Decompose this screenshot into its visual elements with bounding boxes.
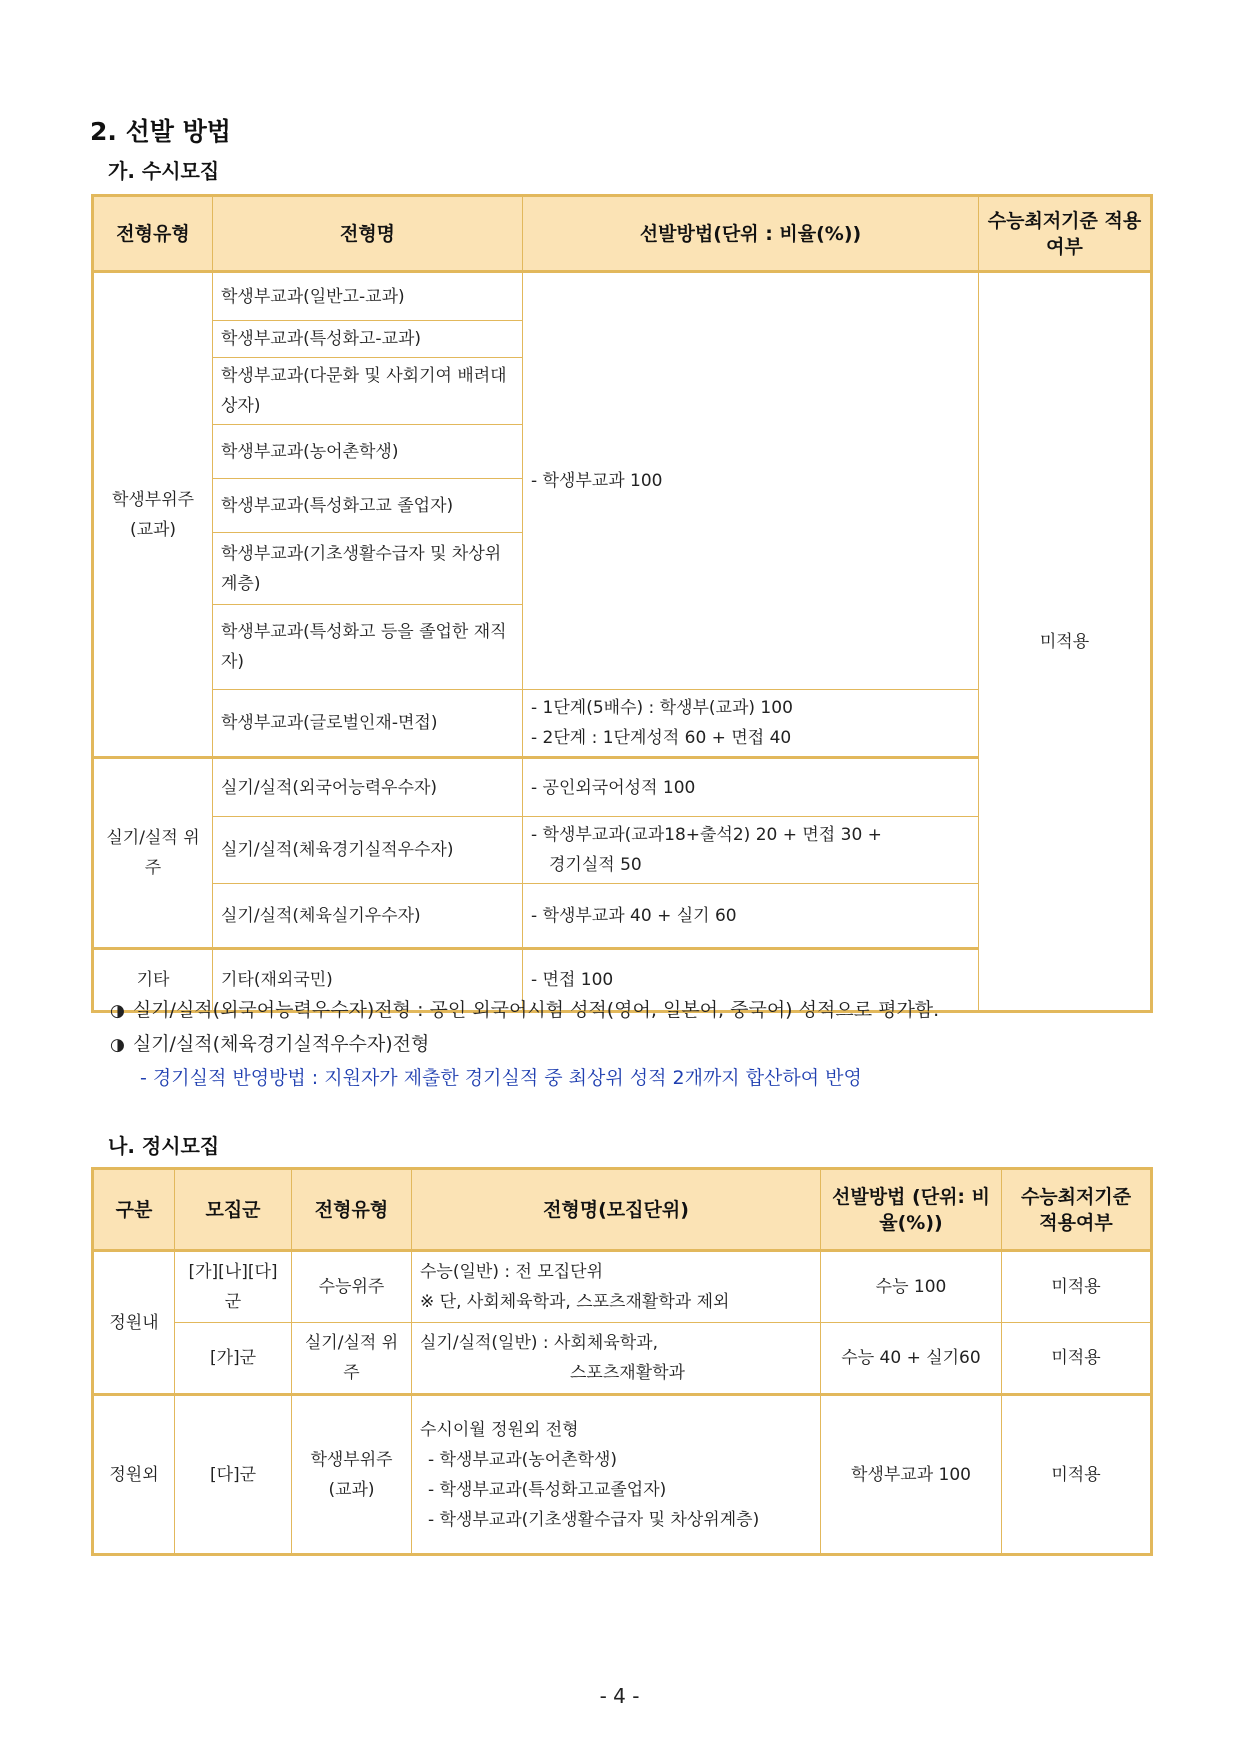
jeongsi-table [91, 1167, 1153, 1556]
page-number: - 4 - [599, 1684, 640, 1708]
jeongsi-row2-name-line1: 실기/실적(일반) : 사회체육학과, [420, 1333, 658, 1353]
susi-group3-type: 기타 [93, 949, 213, 1012]
jeongsi-row2-name [412, 1323, 821, 1395]
jeongsi-row1-name [412, 1251, 821, 1323]
jeongsi-header-name: 전형명(모집단위) [412, 1169, 821, 1251]
susi-global-method [523, 690, 979, 758]
susi-group2-method-2-line1: - 학생부교과(교과18+출석2) 20 + 면접 30 + [531, 825, 882, 845]
jeongsi-row1-division: 정원내 [93, 1251, 175, 1395]
jeongsi-header-type: 전형유형 [292, 1169, 412, 1251]
section-title: 2. 선발 방법 [90, 117, 231, 146]
half-circle-bullet-icon: ◑ [110, 1035, 125, 1055]
susi-group1-name-7: 학생부교과(특성화고 등을 졸업한 재직자) [213, 605, 523, 690]
jeongsi-row1-min: 미적용 [1002, 1251, 1152, 1323]
susi-group1-name-1: 학생부교과(일반고-교과) [213, 272, 523, 321]
susi-group1-name-5: 학생부교과(특성화고교 졸업자) [213, 479, 523, 533]
susi-header-method: 선발방법(단위 : 비율(%)) [523, 196, 979, 272]
jeongsi-header-group: 모집군 [175, 1169, 292, 1251]
susi-group1-name-8: 학생부교과(글로벌인재-면접) [213, 690, 523, 758]
jeongsi-row1-name-line1: 수능(일반) : 전 모집단위 [420, 1262, 604, 1282]
jeongsi-row3-name [412, 1395, 821, 1555]
jeongsi-row1-type: 수능위주 [292, 1251, 412, 1323]
jeongsi-row2-name-line2: 스포츠재활학과 [570, 1363, 685, 1383]
jeongsi-header-division: 구분 [93, 1169, 175, 1251]
susi-group2-method-1: - 공인외국어성적 100 [523, 758, 979, 817]
jeongsi-row3-division: 정원외 [93, 1395, 175, 1555]
susi-group1-name-3: 학생부교과(다문화 및 사회기여 배려대상자) [213, 358, 523, 425]
jeongsi-header-method: 선발방법 (단위: 비율(%)) [821, 1169, 1002, 1251]
jeongsi-header-min-standard: 수능최저기준 적용여부 [1002, 1169, 1152, 1251]
susi-group1-name-4: 학생부교과(농어촌학생) [213, 425, 523, 479]
jeongsi-row1-group: [가][나][다]군 [175, 1251, 292, 1323]
jeongsi-row2-min: 미적용 [1002, 1323, 1152, 1395]
susi-group2-method-2-line2: 경기실적 50 [549, 855, 642, 875]
jeongsi-row3-group: [다]군 [175, 1395, 292, 1555]
susi-group1-method: - 학생부교과 100 [523, 272, 979, 690]
note-2-text: 실기/실적(체육경기실적우수자)전형 [132, 1033, 430, 1055]
note-2 [110, 1029, 429, 1056]
jeongsi-row2-type: 실기/실적 위주 [292, 1323, 412, 1395]
jeongsi-row3-name-2: - 학생부교과(특성화고교졸업자) [428, 1479, 667, 1500]
susi-table [91, 194, 1153, 1013]
jeongsi-row3-name-1: - 학생부교과(농어촌학생) [428, 1449, 618, 1470]
susi-min-standard: 미적용 [979, 272, 1152, 1012]
jeongsi-row2-group: [가]군 [175, 1323, 292, 1395]
jeongsi-row3-type: 학생부위주 (교과) [292, 1395, 412, 1555]
susi-header-name: 전형명 [213, 196, 523, 272]
susi-global-method-stage2: - 2단계 : 1단계성적 60 + 면접 40 [531, 728, 792, 748]
susi-group2-name-3: 실기/실적(체육실기우수자) [213, 884, 523, 949]
susi-group2-method-2 [523, 817, 979, 884]
jeongsi-row1-method: 수능 100 [821, 1251, 1002, 1323]
susi-group2-name-1: 실기/실적(외국어능력우수자) [213, 758, 523, 817]
note-1 [110, 995, 939, 1022]
jeongsi-row3-method: 학생부교과 100 [821, 1395, 1002, 1555]
jeongsi-row3-name-3: - 학생부교과(기초생활수급자 및 차상위계층) [428, 1509, 760, 1530]
susi-header-type: 전형유형 [93, 196, 213, 272]
susi-group1-type: 학생부위주 (교과) [93, 272, 213, 758]
susi-group3-method: - 면접 100 [523, 949, 979, 1012]
note-1-text: 실기/실적(외국어능력우수자)전형 : 공인 외국어시험 성적(영어, 일본어, 중국어) 성적으로 평가함. [132, 999, 940, 1021]
jeongsi-row3-name-head: 수시이월 정원외 전형 [420, 1419, 579, 1440]
susi-header-min-standard: 수능최저기준 적용 여부 [979, 196, 1152, 272]
susi-group1-name-2: 학생부교과(특성화고-교과) [213, 321, 523, 358]
susi-group2-method-3: - 학생부교과 40 + 실기 60 [523, 884, 979, 949]
susi-group3-name: 기타(재외국민) [213, 949, 523, 1012]
susi-global-method-stage1: - 1단계(5배수) : 학생부(교과) 100 [531, 698, 793, 718]
half-circle-bullet-icon: ◑ [110, 1001, 125, 1021]
note-2-sub: - 경기실적 반영방법 : 지원자가 제출한 경기실적 중 최상위 성적 2개까지 합산하여 반영 [140, 1067, 862, 1089]
susi-group2-name-2: 실기/실적(체육경기실적우수자) [213, 817, 523, 884]
jeongsi-row2-method: 수능 40 + 실기60 [821, 1323, 1002, 1395]
jeongsi-row3-min: 미적용 [1002, 1395, 1152, 1555]
susi-group2-type: 실기/실적 위주 [93, 758, 213, 949]
susi-group1-name-6: 학생부교과(기초생활수급자 및 차상위계층) [213, 533, 523, 605]
jeongsi-title: 나. 정시모집 [108, 1134, 220, 1158]
jeongsi-row1-name-line2: ※ 단, 사회체육학과, 스포츠재활학과 제외 [420, 1292, 730, 1312]
susi-title: 가. 수시모집 [108, 159, 220, 183]
